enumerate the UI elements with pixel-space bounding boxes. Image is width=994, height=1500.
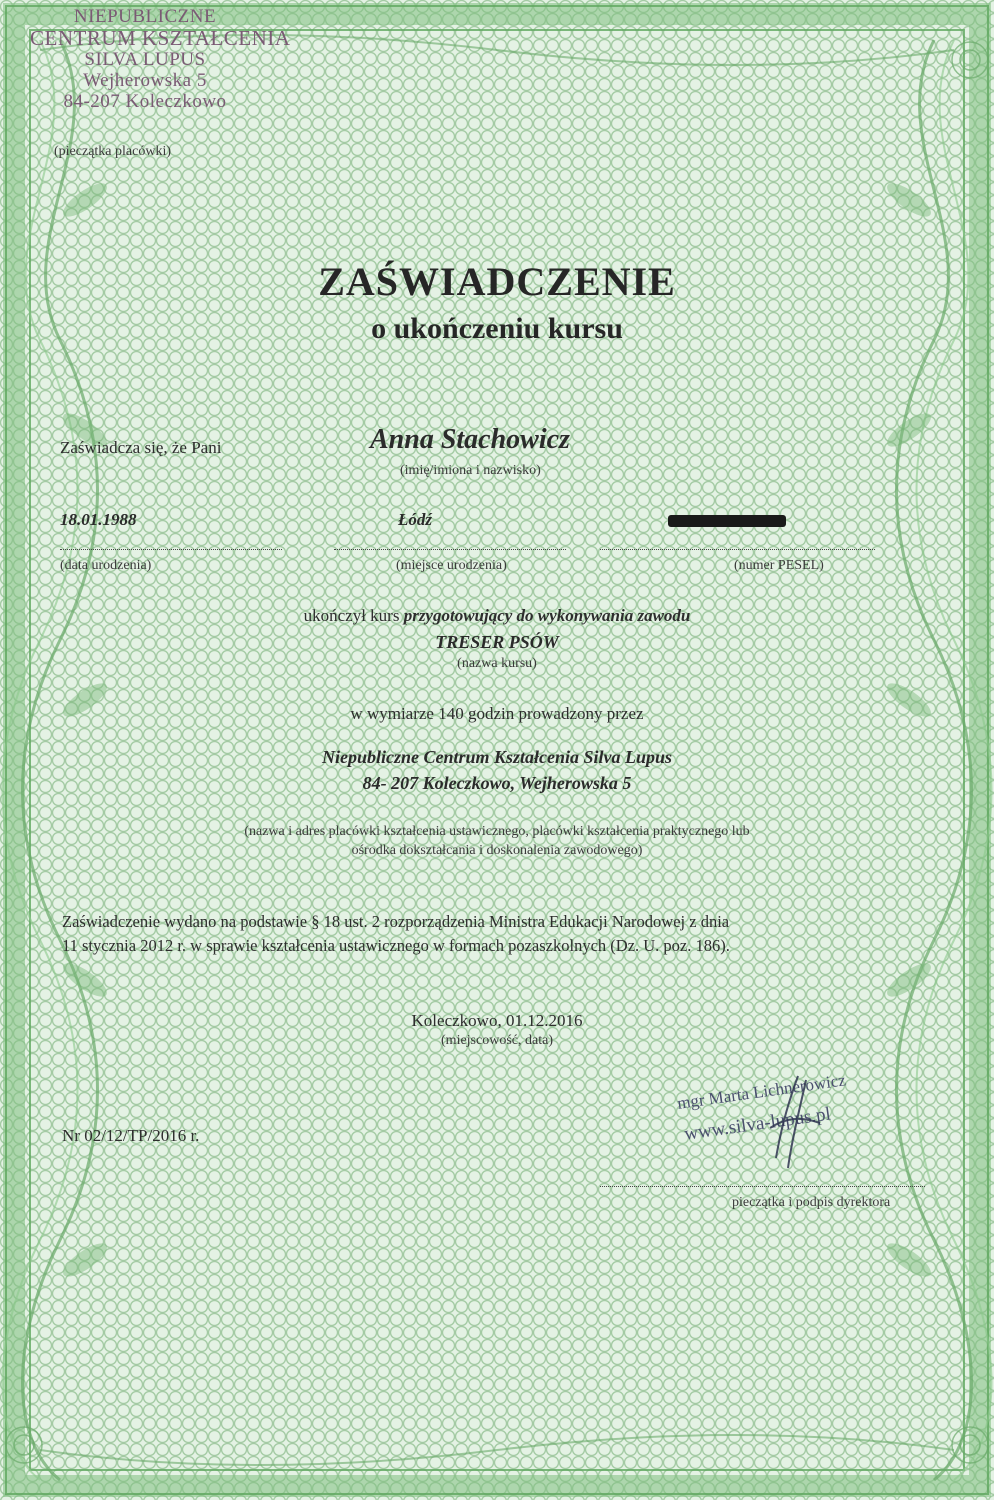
birth-place: Łódź	[398, 510, 432, 529]
institution-address: 84- 207 Koleczkowo, Wejherowska 5	[362, 773, 632, 793]
institution-name: Niepubliczne Centrum Kształcenia Silva Lupus	[321, 747, 673, 767]
stamp-caption: (pieczątka placówki)	[54, 144, 171, 159]
stamp-line-5: 84-207 Koleczkowo	[63, 91, 227, 112]
birth-place-caption: (miejsce urodzenia)	[396, 558, 507, 573]
institution-stamp	[30, 6, 320, 113]
issue-caption: (miejscowość, data)	[441, 1033, 553, 1048]
institution-caption-2: ośrodka dokształcania i doskonalenia zawodowego)	[351, 843, 643, 858]
director-caption: pieczątka i podpis dyrektora	[732, 1195, 891, 1210]
stamp-line-2: CENTRUM KSZTAŁCENIA	[30, 26, 291, 50]
handwritten-signature	[740, 1068, 860, 1178]
birth-date: 18.01.1988	[60, 510, 137, 529]
director-stamp-website: www.silva-lupus.pl	[683, 1103, 833, 1145]
pesel-line	[600, 549, 875, 550]
stamp-line-3: SILVA LUPUS	[84, 49, 206, 70]
director-signature-line	[600, 1186, 925, 1187]
recipient-name-caption: (imię/imiona i nazwisko)	[400, 463, 541, 478]
birth-date-caption: (data urodzenia)	[60, 558, 152, 573]
issue-place-date: Koleczkowo, 01.12.2016	[411, 1011, 583, 1030]
stamp-line-4: Wejherowska 5	[83, 70, 207, 91]
certificate-subtitle: o ukończeniu kursu	[371, 312, 623, 345]
legal-basis-1: Zaświadczenie wydano na podstawie § 18 ust. 2 rozporządzenia Ministra Edukacji Narodowej z dnia	[62, 912, 730, 931]
certificate-number: Nr 02/12/TP/2016 r.	[62, 1126, 200, 1145]
birth-place-line	[334, 549, 566, 550]
course-type: przygotowujący do wykonywania zawodu	[403, 606, 691, 625]
course-prefix: ukończył kurs	[303, 606, 400, 625]
institution-caption-1: (nazwa i adres placówki kształcenia ustawicznego, placówki kształcenia praktycznego lub	[244, 824, 750, 839]
certificate-title: ZAŚWIADCZENIE	[318, 259, 676, 304]
birth-date-line	[60, 549, 282, 550]
pesel-caption: (numer PESEL)	[734, 558, 824, 573]
recipient-name: Anna Stachowicz	[370, 424, 570, 455]
director-stamp-name: mgr Marta Lichnerowicz	[676, 1070, 847, 1113]
stamp-line-1: NIEPUBLICZNE	[73, 6, 217, 27]
course-name: TRESER PSÓW	[435, 632, 559, 652]
legal-basis-2: 11 stycznia 2012 r. w sprawie kształcenia ustawicznego w formach pozaszkolnych (Dz. U. poz. 186).	[62, 936, 730, 955]
pesel-redacted	[668, 515, 786, 527]
recipient-intro: Zaświadcza się, że Pani	[60, 438, 222, 457]
course-line	[0, 606, 994, 626]
course-hours: w wymiarze 140 godzin prowadzony przez	[350, 704, 644, 723]
course-name-caption: (nazwa kursu)	[457, 656, 537, 671]
